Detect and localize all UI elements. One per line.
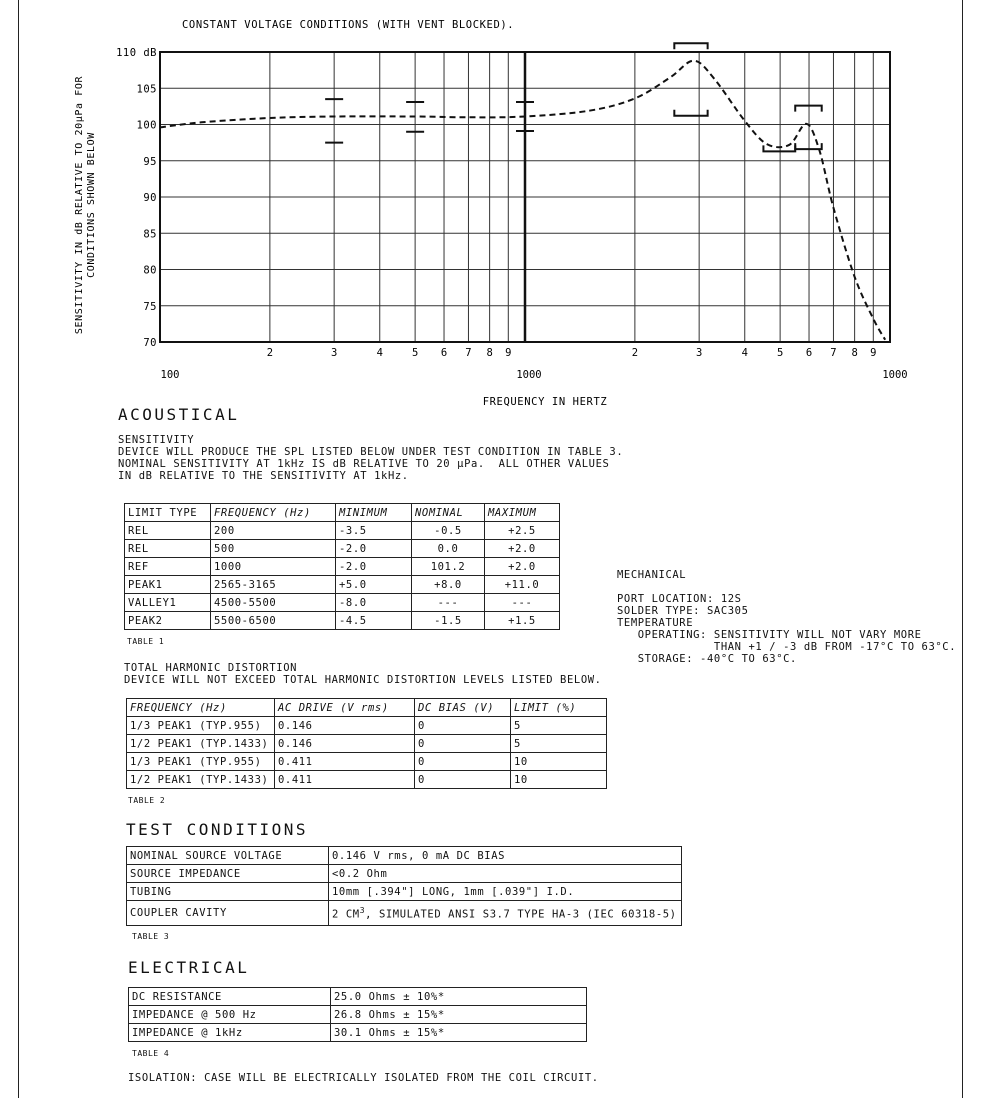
x-tick-label: 6: [440, 347, 448, 359]
table-cell: +2.0: [485, 558, 560, 576]
table-cell: 1/2 PEAK1 (TYP.1433): [127, 735, 275, 753]
table-row: [127, 717, 607, 735]
table-row: [125, 558, 560, 576]
table-cell: 0.411: [275, 753, 415, 771]
x-tick-label: 3: [330, 347, 338, 359]
column-header: DC BIAS (V): [415, 699, 511, 717]
table-cell: 0: [415, 735, 511, 753]
table-cell: 1/3 PEAK1 (TYP.955): [127, 753, 275, 771]
acoustical-heading: ACOUSTICAL: [118, 405, 240, 424]
y-tick-label: 100: [136, 119, 157, 132]
table-row: [127, 865, 682, 883]
acoustical-line: NOMINAL SENSITIVITY AT 1kHz IS dB RELATIVE TO 20 µPa. ALL OTHER VALUES: [118, 458, 610, 470]
table-row: [129, 988, 587, 1006]
table-cell-coupler-value: [329, 901, 682, 926]
mechanical-heading: MECHANICAL: [617, 569, 687, 581]
mechanical-line: OPERATING: SENSITIVITY WILL NOT VARY MORE: [617, 629, 922, 641]
table-cell: 5: [511, 717, 607, 735]
table-row: [127, 847, 682, 865]
coupler-value-part: 2 CM: [332, 908, 360, 921]
column-header: MINIMUM: [336, 504, 412, 522]
table-cell: IMPEDANCE @ 500 Hz: [129, 1006, 331, 1024]
table-cell: NOMINAL SOURCE VOLTAGE: [127, 847, 329, 865]
table-cell: PEAK2: [125, 612, 211, 630]
acoustical-line: IN dB RELATIVE TO THE SENSITIVITY AT 1kHz.: [118, 470, 409, 482]
table-cell: 1/2 PEAK1 (TYP.1433): [127, 771, 275, 789]
x-tick-label: 8: [851, 347, 858, 359]
mechanical-line: STORAGE: -40°C TO 63°C.: [617, 653, 797, 665]
table-cell: PEAK1: [125, 576, 211, 594]
x-major-tick-label: 1000: [516, 369, 542, 381]
y-tick-label: 90: [143, 192, 157, 204]
chart-title: CONSTANT VOLTAGE CONDITIONS (WITH VENT BLOCKED).: [182, 19, 515, 31]
x-tick-label: 9: [870, 347, 877, 359]
x-major-tick-label: 1000: [882, 369, 908, 381]
table-row: [127, 771, 607, 789]
table-cell: +8.0: [412, 576, 485, 594]
table-cell: IMPEDANCE @ 1kHz: [129, 1024, 331, 1042]
table-row: [129, 1006, 587, 1024]
table-cell: 25.0 Ohms ± 10%*: [331, 988, 587, 1006]
coupler-value-part: , SIMULATED ANSI S3.7 TYPE HA-3 (IEC 60318-5): [365, 908, 677, 921]
x-tick-labels: [161, 347, 908, 381]
table-cell: 30.1 Ohms ± 15%*: [331, 1024, 587, 1042]
table-cell: 10: [511, 753, 607, 771]
table-cell: 5: [511, 735, 607, 753]
table-cell: REF: [125, 558, 211, 576]
x-major-tick-label: 100: [160, 369, 180, 381]
y-tick-label: 95: [143, 155, 157, 168]
x-tick-label: 6: [805, 347, 813, 359]
table-3-caption: TABLE 3: [132, 932, 170, 941]
table-cell: -0.5: [412, 522, 485, 540]
limit-bracket-upper: [674, 43, 707, 49]
table-cell: 101.2: [412, 558, 485, 576]
table-row: [125, 612, 560, 630]
x-tick-label: 2: [631, 347, 639, 359]
mechanical-line: PORT LOCATION: 12S: [617, 593, 742, 605]
limit-markers: [325, 43, 822, 151]
table-row: [127, 901, 682, 926]
table-cell: 0.411: [275, 771, 415, 789]
table-cell: 4500-5500: [211, 594, 336, 612]
table-cell: TUBING: [127, 883, 329, 901]
table-cell: 5500-6500: [211, 612, 336, 630]
table-cell: +11.0: [485, 576, 560, 594]
electrical-heading: ELECTRICAL: [128, 958, 250, 977]
table-cell: REL: [125, 522, 211, 540]
mechanical-line: SOLDER TYPE: SAC305: [617, 605, 749, 617]
column-header: MAXIMUM: [485, 504, 560, 522]
x-tick-label: 7: [465, 347, 472, 359]
y-tick-label: 110 dB: [116, 47, 157, 59]
table-cell: SOURCE IMPEDANCE: [127, 865, 329, 883]
coupler-value-superscript: 3: [359, 905, 366, 915]
limit-bracket-lower: [674, 110, 707, 116]
x-tick-label: 4: [741, 347, 748, 359]
mechanical-line: TEMPERATURE: [617, 617, 694, 629]
limit-bracket-upper: [795, 106, 821, 112]
table-row: [125, 576, 560, 594]
table-cell: 10: [511, 771, 607, 789]
table-cell: 26.8 Ohms ± 15%*: [331, 1006, 587, 1024]
table-cell: 0.146: [275, 735, 415, 753]
isolation-note: ISOLATION: CASE WILL BE ELECTRICALLY ISOLATED FROM THE COIL CIRCUIT.: [128, 1072, 599, 1084]
thd-line: TOTAL HARMONIC DISTORTION: [124, 662, 298, 674]
table-cell: +5.0: [336, 576, 412, 594]
table-cell: 1/3 PEAK1 (TYP.955): [127, 717, 275, 735]
table-cell: -1.5: [412, 612, 485, 630]
table-1-sensitivity-limits: [124, 503, 560, 630]
mechanical-line: [617, 581, 956, 593]
table-header-row: [127, 699, 607, 717]
acoustical-line: SENSITIVITY: [118, 434, 195, 446]
acoustical-line: DEVICE WILL PRODUCE THE SPL LISTED BELOW UNDER TEST CONDITION IN TABLE 3.: [118, 446, 624, 458]
table-cell: 1000: [211, 558, 336, 576]
y-tick-label: 75: [143, 300, 157, 313]
mechanical-section: [617, 569, 956, 665]
x-tick-label: 9: [505, 347, 512, 359]
column-header: FREQUENCY (Hz): [127, 699, 275, 717]
table-cell: 0: [415, 717, 511, 735]
y-axis-label-line2: CONDITIONS SHOWN BELOW: [86, 132, 97, 278]
table-cell: ---: [412, 594, 485, 612]
table-cell: REL: [125, 540, 211, 558]
x-tick-label: 2: [266, 347, 274, 359]
table-row: [125, 522, 560, 540]
y-tick-label: 105: [136, 83, 157, 96]
table-cell: VALLEY1: [125, 594, 211, 612]
test-conditions-heading: TEST CONDITIONS: [126, 820, 308, 839]
y-tick-label: 80: [143, 264, 157, 277]
column-header: FREQUENCY (Hz): [211, 504, 336, 522]
table-cell: COUPLER CAVITY: [127, 901, 329, 926]
column-header: LIMIT (%): [511, 699, 607, 717]
table-cell: ---: [485, 594, 560, 612]
table-cell: 10mm [.394"] LONG, 1mm [.039"] I.D.: [329, 883, 682, 901]
table-cell: 0: [415, 771, 511, 789]
table-cell: <0.2 Ohm: [329, 865, 682, 883]
y-tick-label: 85: [143, 228, 157, 241]
x-tick-label: 5: [776, 347, 784, 359]
column-header: LIMIT TYPE: [125, 504, 211, 522]
table-header-row: [125, 504, 560, 522]
table-cell: -3.5: [336, 522, 412, 540]
table-cell: -8.0: [336, 594, 412, 612]
table-row: [127, 883, 682, 901]
table-cell: -2.0: [336, 558, 412, 576]
table-2-caption: TABLE 2: [128, 796, 166, 805]
table-3-test-conditions: [126, 846, 682, 926]
x-tick-label: 8: [486, 347, 493, 359]
table-cell: -2.0: [336, 540, 412, 558]
y-tick-labels: [116, 47, 157, 349]
table-cell: -4.5: [336, 612, 412, 630]
table-cell: DC RESISTANCE: [129, 988, 331, 1006]
column-header: NOMINAL: [412, 504, 485, 522]
table-cell: 500: [211, 540, 336, 558]
table-cell: 0.146: [275, 717, 415, 735]
acoustical-text: [118, 434, 623, 482]
table-cell: 0.146 V rms, 0 mA DC BIAS: [329, 847, 682, 865]
table-cell: +2.5: [485, 522, 560, 540]
thd-text: [124, 662, 602, 686]
y-tick-label: 70: [143, 337, 157, 349]
chart-grid: [160, 52, 890, 342]
table-cell: 0: [415, 753, 511, 771]
table-row: [127, 753, 607, 771]
limit-bracket-lower: [763, 145, 795, 151]
table-row: [125, 594, 560, 612]
table-cell: 0.0: [412, 540, 485, 558]
table-1-caption: TABLE 1: [127, 637, 165, 646]
table-row: [129, 1024, 587, 1042]
table-cell: 200: [211, 522, 336, 540]
mechanical-line: THAN +1 / -3 dB FROM -17°C TO 63°C.: [617, 641, 957, 653]
thd-line: DEVICE WILL NOT EXCEED TOTAL HARMONIC DISTORTION LEVELS LISTED BELOW.: [124, 674, 602, 686]
frequency-response-chart: [0, 0, 1000, 420]
x-tick-label: 3: [695, 347, 703, 359]
table-cell: 2565-3165: [211, 576, 336, 594]
x-tick-label: 5: [411, 347, 419, 359]
y-axis-label-line1: SENSITIVITY IN dB RELATIVE TO 20µPa FOR: [74, 75, 85, 335]
x-axis-label: FREQUENCY IN HERTZ: [482, 396, 608, 408]
y-axis-label: [74, 76, 97, 335]
table-2-harmonic-distortion: [126, 698, 607, 789]
table-4-electrical: [128, 987, 587, 1042]
x-tick-label: 4: [376, 347, 383, 359]
column-header: AC DRIVE (V rms): [275, 699, 415, 717]
table-cell: +1.5: [485, 612, 560, 630]
table-row: [127, 735, 607, 753]
table-4-caption: TABLE 4: [132, 1049, 170, 1058]
x-tick-label: 7: [830, 347, 837, 359]
table-cell: +2.0: [485, 540, 560, 558]
table-row: [125, 540, 560, 558]
